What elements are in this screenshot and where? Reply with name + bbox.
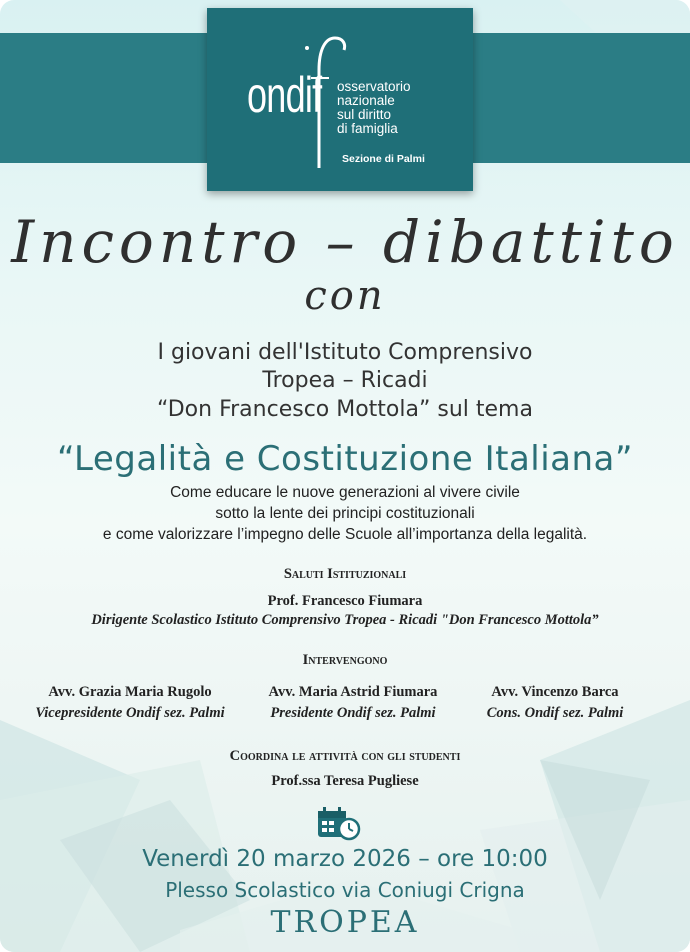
logo-line-1: osservatorio bbox=[337, 79, 411, 94]
calendar-clock-icon bbox=[316, 807, 362, 841]
coordinator-name: Prof.ssa Teresa Pugliese bbox=[271, 773, 419, 789]
logo-section-label: Sezione di Palmi bbox=[342, 153, 425, 165]
greetings-role: Dirigente Scolastico Istituto Comprensivo Tropea - Ricadi "Don Francesco Mottola” bbox=[91, 612, 599, 628]
headline-subtitle: con bbox=[304, 273, 386, 319]
description-line-1: Come educare le nuove generazioni al vivere civile bbox=[170, 484, 520, 501]
logo-line-4: di famiglia bbox=[337, 121, 398, 136]
topic-title: “Legalità e Costituzione Italiana” bbox=[56, 439, 634, 479]
intro-line-3: “Don Francesco Mottola” sul tema bbox=[157, 397, 533, 422]
speaker-1 bbox=[15, 684, 245, 722]
event-venue: Plesso Scolastico via Coniugi Crigna bbox=[165, 878, 525, 902]
coordinator-heading: Coordina le attività con gli studenti bbox=[229, 748, 461, 764]
speakers-heading: Intervengono bbox=[302, 652, 388, 668]
speaker-2-role: Presidente Ondif sez. Palmi bbox=[270, 705, 436, 721]
speaker-3-role: Cons. Ondif sez. Palmi bbox=[486, 705, 624, 721]
logo-text-block bbox=[337, 80, 467, 136]
event-date-time: Venerdì 20 marzo 2026 – ore 10:00 bbox=[142, 846, 548, 872]
speaker-3 bbox=[440, 684, 670, 722]
logo-line-3: sul diritto bbox=[337, 107, 392, 122]
description-line-2: sotto la lente dei principi costituzionali bbox=[215, 505, 475, 522]
ondif-logo bbox=[207, 8, 473, 191]
headline-title: Incontro – dibattito bbox=[11, 208, 679, 276]
speaker-1-role: Vicepresidente Ondif sez. Palmi bbox=[35, 705, 225, 721]
intro-line-2: Tropea – Ricadi bbox=[262, 368, 428, 393]
logo-line-2: nazionale bbox=[337, 93, 395, 108]
speaker-3-name: Avv. Vincenzo Barca bbox=[491, 684, 619, 700]
greetings-name: Prof. Francesco Fiumara bbox=[267, 593, 423, 609]
speaker-1-name: Avv. Grazia Maria Rugolo bbox=[48, 684, 212, 700]
event-city: TROPEA bbox=[270, 905, 420, 940]
speaker-2-name: Avv. Maria Astrid Fiumara bbox=[268, 684, 438, 700]
intro-line-1: I giovani dell'Istituto Comprensivo bbox=[157, 340, 533, 365]
speaker-2 bbox=[238, 684, 468, 722]
greetings-heading: Saluti Istituzionali bbox=[283, 566, 407, 582]
description-line-3: e come valorizzare l’impegno delle Scuole all’importanza della legalità. bbox=[102, 526, 588, 543]
logo-wordmark: ondif bbox=[247, 67, 322, 123]
